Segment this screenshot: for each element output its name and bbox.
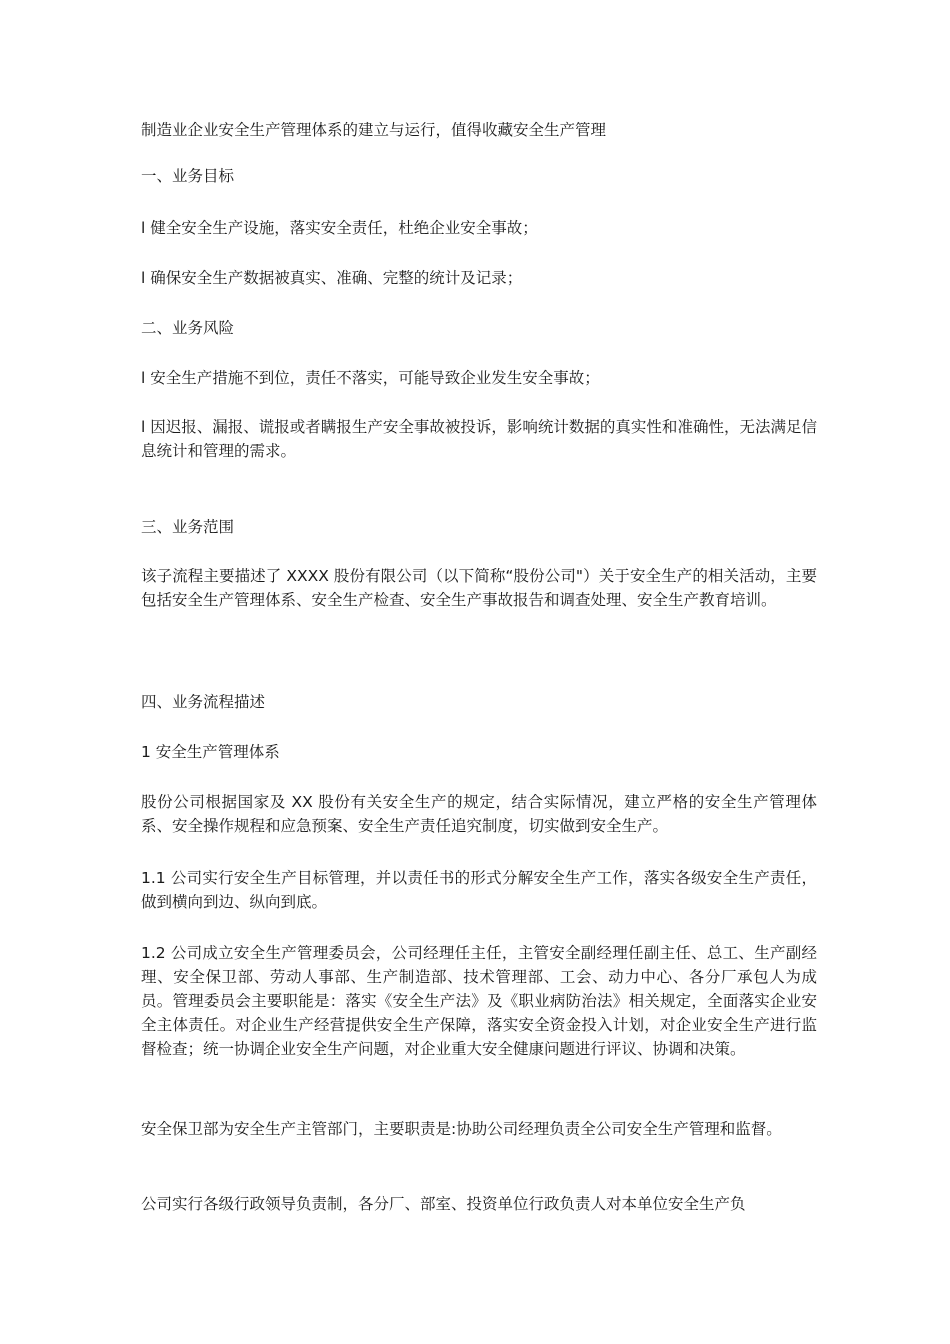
- body-paragraph: 股份公司根据国家及 XX 股份有关安全生产的规定，结合实际情况，建立严格的安全生产管理体系、安全操作规程和应急预案、安全生产责任追究制度，切实做到安全生产。: [141, 793, 817, 835]
- list-item: l 确保安全生产数据被真实、准确、完整的统计及记录；: [141, 269, 523, 287]
- document-title: 制造业企业安全生产管理体系的建立与运行，值得收藏安全生产管理: [141, 121, 607, 139]
- section-heading-goals: 一、业务目标: [141, 167, 235, 185]
- clause-1-1: 1.1 公司实行安全生产目标管理，并以责任书的形式分解安全生产工作，落实各级安全生产责任，做到横向到边、纵向到底。: [141, 869, 817, 911]
- section-heading-process: 四、业务流程描述: [141, 693, 266, 711]
- subsection-heading: 1 安全生产管理体系: [141, 743, 280, 761]
- section-heading-scope: 三、业务范围: [141, 518, 235, 536]
- list-item: l 因迟报、漏报、谎报或者瞒报生产安全事故被投诉，影响统计数据的真实性和准确性，无法满足信息统计和管理的需求。: [141, 418, 817, 460]
- list-item: l 健全安全生产设施，落实安全责任，杜绝企业安全事故；: [141, 219, 538, 237]
- clause-1-2: 1.2 公司成立安全生产管理委员会，公司经理任主任，主管安全副经理任副主任、总工、生产副经理、安全保卫部、劳动人事部、生产制造部、技术管理部、工会、动力中心、各分厂承包人为成员。管理委员会主要职能是：落实《安全生产法》及《职业病防治法》相关规定，全面落实企业安全主体责任。对企业生产经营提供安全生产保障，落实安全资金投入计划，对企业安全生产进行监督检查；统一协调企业安全生产问题，对企业重大安全健康问题进行评议、协调和决策。: [141, 944, 817, 1058]
- body-paragraph: 安全保卫部为安全生产主管部门，主要职责是:协助公司经理负责全公司安全生产管理和监督。: [141, 1120, 782, 1138]
- list-item: l 安全生产措施不到位，责任不落实，可能导致企业发生安全事故；: [141, 369, 600, 387]
- body-paragraph: 公司实行各级行政领导负责制，各分厂、部室、投资单位行政负责人对本单位安全生产负: [141, 1195, 746, 1213]
- scope-paragraph: 该子流程主要描述了 XXXX 股份有限公司（以下简称“股份公司"）关于安全生产的相关活动，主要包括安全生产管理体系、安全生产检查、安全生产事故报告和调查处理、安全生产教育培训。: [141, 567, 817, 609]
- section-heading-risks: 二、业务风险: [141, 319, 235, 337]
